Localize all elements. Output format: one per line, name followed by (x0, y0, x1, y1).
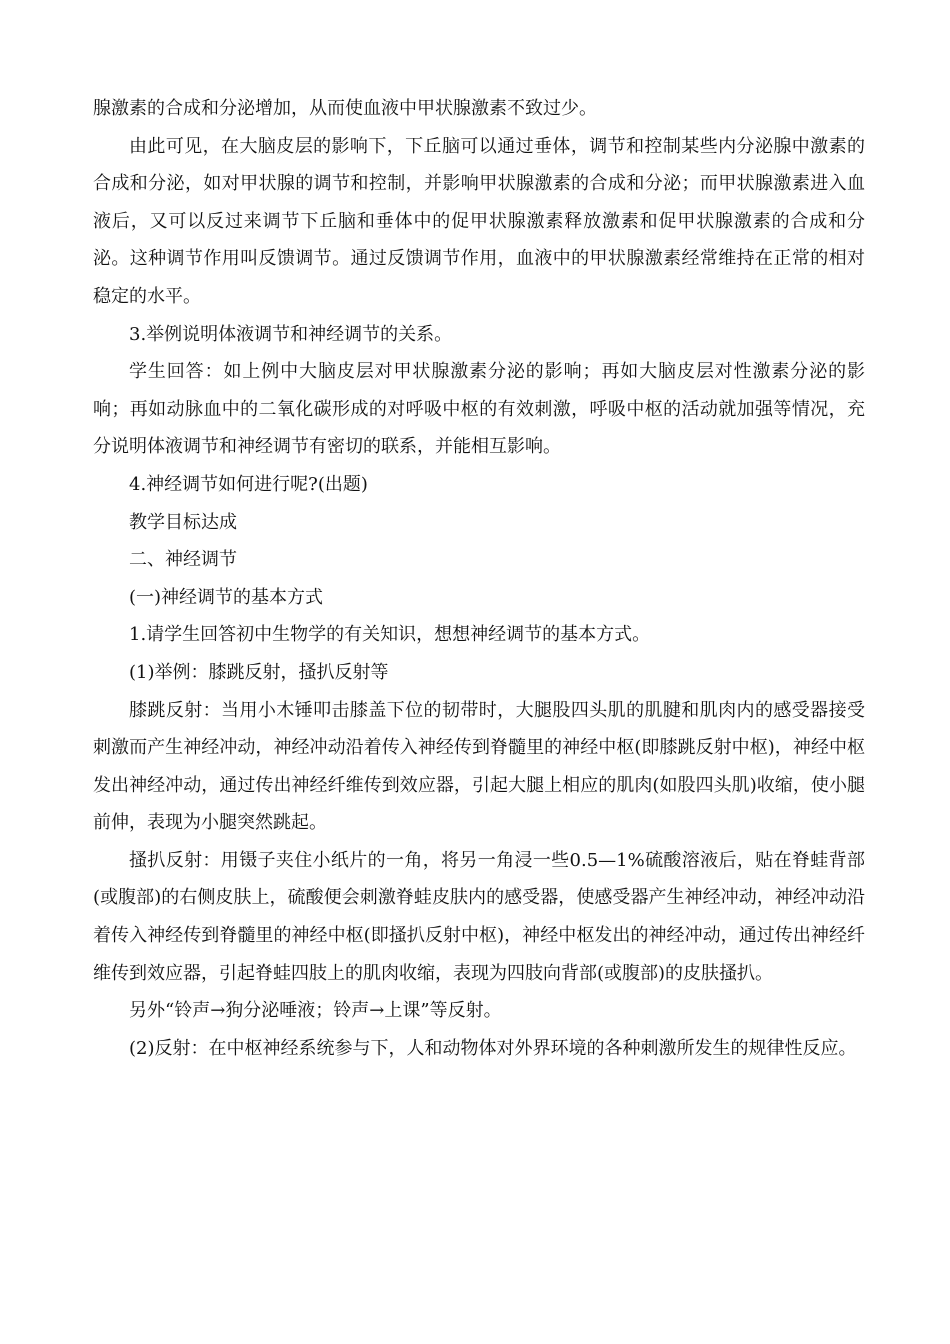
item-1: 1.请学生回答初中生物学的有关知识，想想神经调节的基本方式。 (129, 624, 651, 646)
item-1-example: (1)举例：膝跳反射，搔扒反射等 (129, 661, 389, 683)
paragraph-continuation: 腺激素的合成和分泌增加，从而使血液中甲状腺激素不致过少。 (93, 98, 597, 119)
student-answer: 学生回答：如上例中大脑皮层对甲状腺激素分泌的影响；再如大脑皮层对性激素分泌的影响；再如动脉血中的二氧化碳形成的对呼吸中枢的有效刺激，呼吸中枢的活动就加强等情况，充分说明体液调节和神经调节有密切的联系，并能相互影响。 (93, 361, 865, 458)
question-3: 3.举例说明体液调节和神经调节的关系。 (129, 323, 453, 345)
paragraph-knee-jerk-reflex: 膝跳反射：当用小木锤叩击膝盖下位的韧带时，大腿股四头肌的肌腱和肌肉内的感受器接受刺激而产生神经冲动，神经冲动沿着传入神经传到脊髓里的神经中枢(即膝跳反射中枢)，神经中枢发出神经冲动，通过传出神经纤维传到效应器，引起大腿上相应的肌肉(如股四头肌)收缩，使小腿前伸，表现为小腿突然跳起。 (93, 699, 865, 834)
subsection-heading-basic-method: (一)神经调节的基本方式 (129, 586, 324, 608)
question-4: 4.神经调节如何进行呢?(出题) (129, 473, 368, 495)
document-page (93, 90, 865, 1067)
paragraph-scratch-reflex: 搔扒反射：用镊子夹住小纸片的一角，将另一角浸一些0.5—1%硫酸溶液后，贴在脊蛙背部(或腹部)的右侧皮肤上，硫酸便会刺激脊蛙皮肤内的感受器，使感受器产生神经冲动，神经冲动沿着传入神经传到脊髓里的神经中枢(即搔扒反射中枢)，神经中枢发出的神经冲动，通过传出神经纤维传到效应器，引起脊蛙四肢上的肌肉收缩，表现为四肢向背部(或腹部)的皮肤搔扒。 (93, 849, 865, 984)
section-goal: 教学目标达成 (129, 511, 237, 533)
paragraph-reflex-definition: (2)反射：在中枢神经系统参与下，人和动物体对外界环境的各种刺激所发生的规律性反应。 (129, 1037, 857, 1059)
section-heading-neural-regulation: 二、神经调节 (129, 549, 237, 571)
paragraph-other-reflexes: 另外“铃声→狗分泌唾液；铃声→上课”等反射。 (129, 1000, 502, 1022)
paragraph-summary: 由此可见，在大脑皮层的影响下，下丘脑可以通过垂体，调节和控制某些内分泌腺中激素的合成和分泌，如对甲状腺的调节和控制，并影响甲状腺激素的合成和分泌；而甲状腺激素进入血液后，又可以反过来调节下丘脑和垂体中的促甲状腺激素释放激素和促甲状腺激素的合成和分泌。这种调节作用叫反馈调节。通过反馈调节作用，血液中的甲状腺激素经常维持在正常的相对稳定的水平。 (93, 135, 865, 307)
